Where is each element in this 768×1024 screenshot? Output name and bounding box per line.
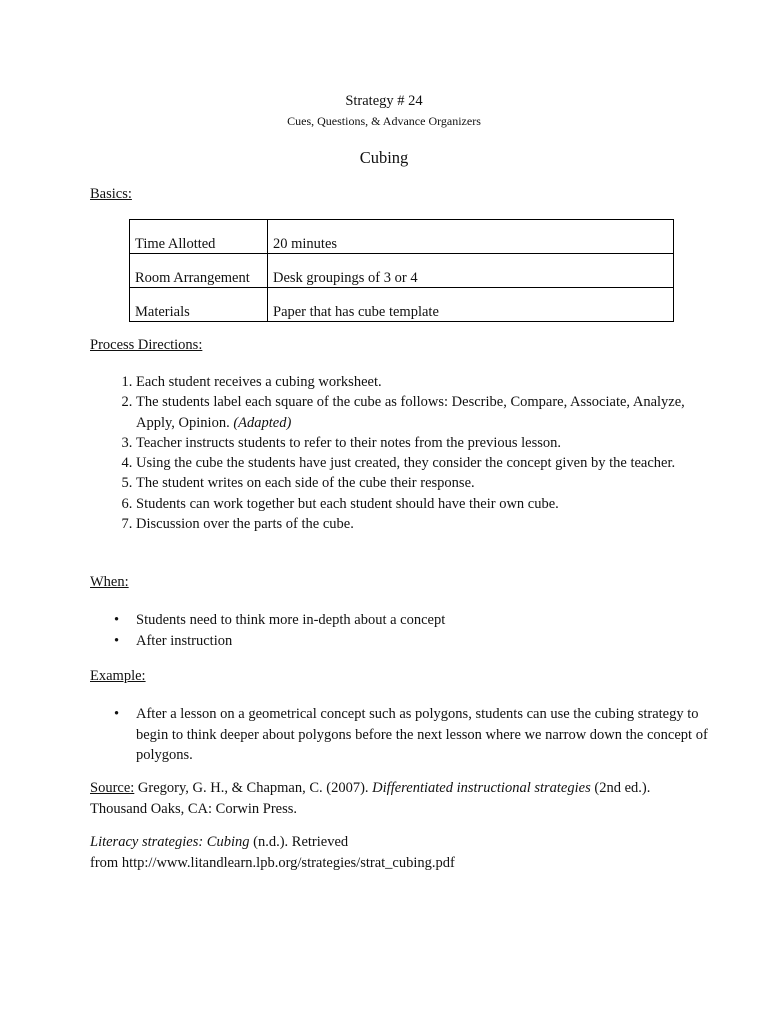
list-item bbox=[136, 392, 726, 433]
step-note: (Adapted) bbox=[233, 414, 292, 431]
list-item bbox=[136, 494, 726, 514]
step-text: Each student receives a cubing worksheet. bbox=[136, 374, 382, 390]
table-cell-key: Time Allotted bbox=[130, 220, 268, 254]
list-item bbox=[136, 433, 726, 453]
source-citation bbox=[90, 778, 690, 820]
table-cell-key: Room Arrangement bbox=[130, 254, 268, 288]
list-item bbox=[114, 704, 714, 766]
example-list bbox=[90, 704, 714, 766]
step-text: Discussion over the parts of the cube. bbox=[136, 516, 354, 533]
process-steps-list bbox=[90, 372, 726, 534]
basics-heading: Basics: bbox=[90, 186, 132, 202]
literacy-url-link[interactable]: http://www.litandlearn.lpb.org/strategies/strat_cubing.pdf bbox=[121, 855, 455, 871]
example-heading: Example: bbox=[90, 668, 146, 684]
source-publisher: Thousand Oaks, CA: Corwin Press. bbox=[90, 801, 298, 817]
step-text: The student writes on each side of the cube their response. bbox=[136, 475, 475, 492]
table-row bbox=[130, 254, 674, 288]
list-item bbox=[114, 610, 726, 631]
list-item bbox=[114, 631, 726, 652]
literacy-date: (n.d.). Retrieved bbox=[249, 834, 349, 850]
strategy-subtitle: Cues, Questions, & Advance Organizers bbox=[287, 114, 481, 128]
step-text: Teacher instructs students to refer to their notes from the previous lesson. bbox=[136, 434, 562, 451]
source-edition: (2nd ed.). bbox=[590, 780, 651, 796]
literacy-from-label: from bbox=[90, 855, 122, 871]
table-cell-value: Paper that has cube template bbox=[268, 288, 674, 322]
bullet-icon: • bbox=[114, 612, 120, 628]
process-heading: Process Directions: bbox=[90, 337, 203, 353]
table-row bbox=[130, 288, 674, 322]
basics-table bbox=[129, 219, 674, 322]
list-item bbox=[136, 514, 726, 534]
when-list bbox=[90, 610, 726, 651]
bullet-icon: • bbox=[114, 706, 120, 722]
document-title: Cubing bbox=[359, 148, 409, 167]
list-item-text: After instruction bbox=[136, 632, 233, 649]
list-item-text: After a lesson on a geometrical concept such as polygons, students can use the cubing strategy to begin to think deeper about polygons before the next lesson where we narrow down the concept of polygons. bbox=[136, 706, 708, 763]
source-book-title: Differentiated instructional strategies bbox=[372, 780, 591, 796]
list-item-text: Students need to think more in-depth about a concept bbox=[136, 612, 446, 628]
when-heading: When: bbox=[90, 574, 129, 590]
step-text: Students can work together but each student should have their own cube. bbox=[136, 495, 559, 512]
list-item bbox=[136, 453, 726, 473]
table-cell-value: 20 minutes bbox=[268, 220, 674, 254]
literacy-title: Literacy strategies: Cubing bbox=[90, 834, 250, 850]
literacy-citation bbox=[90, 832, 690, 874]
step-text: Using the cube the students have just created, they consider the concept given by the teacher. bbox=[136, 455, 676, 472]
list-item bbox=[136, 473, 726, 493]
strategy-number: Strategy # 24 bbox=[345, 93, 423, 109]
table-cell-key: Materials bbox=[130, 288, 268, 322]
step-text: The students label each square of the cube as follows: Describe, Compare, Associate, Analyze, Apply, Opinion. bbox=[136, 394, 685, 431]
bullet-icon: • bbox=[114, 632, 120, 649]
table-cell-value: Desk groupings of 3 or 4 bbox=[268, 254, 674, 288]
source-authors: Gregory, G. H., & Chapman, C. (2007). bbox=[134, 780, 373, 796]
list-item bbox=[136, 372, 726, 392]
source-label: Source: bbox=[90, 780, 135, 796]
table-row bbox=[130, 220, 674, 254]
